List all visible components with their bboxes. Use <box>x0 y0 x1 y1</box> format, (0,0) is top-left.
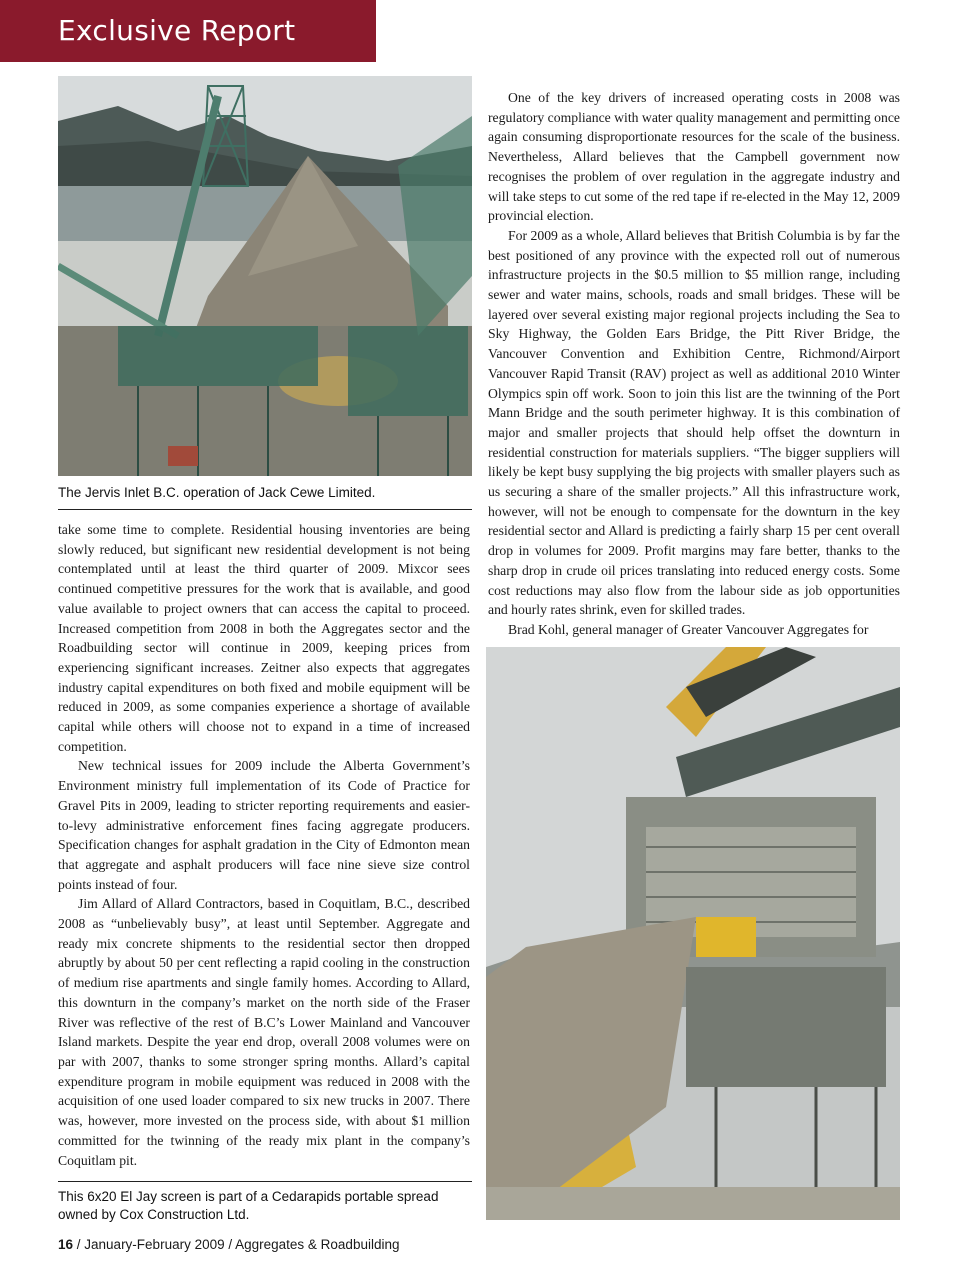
page-number: 16 <box>58 1237 74 1252</box>
page-footer <box>58 1237 399 1252</box>
photo-jervis-inlet <box>58 76 472 476</box>
caption-divider-bottom <box>58 1181 472 1182</box>
caption-divider-top <box>58 509 472 510</box>
paragraph: Jim Allard of Allard Contractors, based in Coquitlam, B.C., described 2008 as “unbelievably busy”, at least until September. Aggregate and ready mix concrete shipments to the residential sector then dropped abruptly by about 50 per cent reflecting a rapid cooling in the construction of medium rise apartments and single family homes. According to Allard, this downturn in the company’s market on the north side of the Fraser River was reflective of the rest of B.C’s Lower Mainland and Vancouver Island markets. Despite the year end drop, overall 2008 volumes were on par with 2007, thanks to some stronger spring months. Allard’s capital expenditure program in mobile equipment was reduced in 2008 with the acquisition of one used loader compared to six new trucks in 2007. There was, however, more invested on the process side, with about $1 million committed for the twinning of the ready mix plant in the company’s Coquitlam pit. <box>58 896 470 1168</box>
section-banner <box>0 0 376 62</box>
photo-el-jay-screen <box>486 647 900 1220</box>
paragraph: For 2009 as a whole, Allard believes that British Columbia is by far the best positioned of any province with the expected roll out of numerous infrastructure projects in the $0.5 million to $5 million range, including sewer and water mains, schools, roads and small bridges. These will be layered over several existing major regional projects including the Sea to Sky Highway, the Golden Ears Bridge, the Pitt River Bridge, the Vancouver Convention and Exhibition Centre, Richmond/Airport Vancouver Rapid Transit (RAV) project as well as additional 2010 Winter Olympics spin off work. Soon to join this list are the twinning of the Port Mann Bridge and the south perimeter highway. It is this combination of major and smaller projects that should help offset the downturn in residential construction for materials suppliers. “The bigger suppliers will likely be kept busy supplying the big projects with smaller players such as us securing a share of the smaller projects.” All this infrastructure work, however, will not be enough to compensate for the downturn in the key residential sector and Allard is predicting a fairly sharp 15 per cent overall drop in volumes for 2009. Profit margins may fare better, thanks to the sharp drop in crude oil prices translating into reduced energy costs. Some cost reductions may also flow from the labour side as job opportunities and hourly rates shrink, even for skilled trades. <box>488 227 900 618</box>
paragraph: Brad Kohl, general manager of Greater Vancouver Aggregates for <box>508 621 869 637</box>
left-column <box>58 520 470 1170</box>
paragraph: take some time to complete. Residential housing inventories are being slowly reduced, but significant new residential development is not being contemplated until at least the third quarter of 2009. Mixcor sees continued competitive pressures for the work that is available, and good value available to project owners that can access the capital to proceed. Increased competition from 2008 in both the Aggregates sector and the Roadbuilding sector will continue in 2009, keeping prices from experiencing significant increases. Zeitner also expects that aggregates industry capital expenditures on both fixed and mobile equipment will be reduced in 2009, as some companies experience a shortage of available capital while others will choose not to expand in a time of increased competition. <box>58 522 470 754</box>
top-photo-caption: The Jervis Inlet B.C. operation of Jack Cewe Limited. <box>58 485 376 500</box>
bottom-photo-caption: This 6x20 El Jay screen is part of a Cedarapids portable spread owned by Cox Construction Ltd. <box>58 1189 439 1222</box>
paragraph: New technical issues for 2009 include the Alberta Government’s Environment ministry full implementation of its Code of Practice for Gravel Pits in 2009, leading to stricter reporting requirements and easier-to-levy administrative enforcement fines facing aggregate producers. Specification changes for asphalt gradation in the City of Edmonton mean that aggregate and asphalt producers will face nine sieve size control points instead of four. <box>58 758 470 892</box>
right-column <box>488 88 900 640</box>
paragraph: One of the key drivers of increased operating costs in 2008 was regulatory compliance with water quality management and permitting once again consuming disproportionate resources for the scale of the business. Nevertheless, Allard believes that the Campbell government now recognises the problem of over regulation in the aggregate industry and will take steps to cut some of the red tape if re-elected in the May 12, 2009 provincial election. <box>488 90 901 224</box>
section-label: Exclusive Report <box>58 14 296 47</box>
issue-line: / January-February 2009 / Aggregates & Roadbuilding <box>73 1237 400 1252</box>
